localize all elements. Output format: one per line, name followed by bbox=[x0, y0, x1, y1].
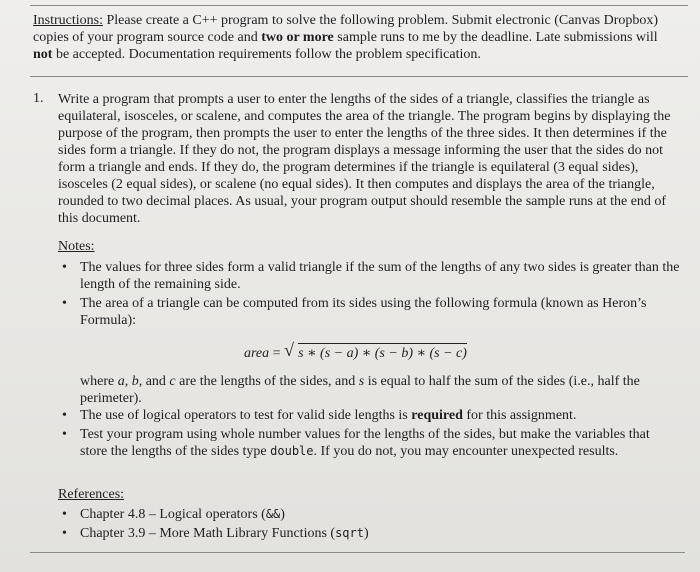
middle-divider bbox=[30, 76, 688, 77]
instructions-bold-2: not bbox=[33, 47, 53, 62]
note-item-3: The use of logical operators to test for valid side lengths is required for this assignment. bbox=[80, 408, 577, 423]
formula-explanation: where a, b, and c are the lengths of the sides, and s is equal to half the sum of the sides (i.e., half the perimeter). bbox=[80, 374, 640, 406]
reference-item-1: Chapter 4.8 – Logical operators (&&) bbox=[80, 507, 285, 522]
formula-radicand: s ∗ (s − a) ∗ (s − b) ∗ (s − c) bbox=[298, 343, 467, 362]
reference-item-2: Chapter 3.9 – More Math Library Functions (sqrt) bbox=[80, 526, 369, 541]
instructions-paragraph bbox=[33, 12, 673, 63]
herons-formula bbox=[244, 340, 467, 362]
instructions-label: Instructions: bbox=[33, 13, 103, 28]
note-item-4: Test your program using whole number values for the lengths of the sides, but make the variables that store the lengths of the sides type double. If you do not, you may encounter unexpected results. bbox=[80, 427, 650, 459]
problem-text: Write a program that prompts a user to enter the lengths of the sides of a triangle, classifies the triangle as equilateral, isosceles, or scalene, and computes the area of the triangle. The program begins by displaying the purpose of the program, then prompts the user to enter the lengths of the three sides. It then determines if the sides form a triangle. If they do not, the program displays a message informing the user that the sides do not form a triangle and ends. If they do, the program determines if the triangle is equilateral (3 equal sides), isosceles (2 equal sides), or scalene (no equal sides). It then computes and displays the area of the triangle, rounded to two decimal places. As usual, your program output should resemble the sample runs at the end of this document. bbox=[58, 92, 671, 226]
bullet-icon: • bbox=[62, 260, 67, 275]
bullet-icon: • bbox=[62, 526, 67, 541]
notes-heading: Notes: bbox=[58, 239, 95, 254]
problem-number: 1. bbox=[33, 91, 44, 106]
bullet-icon: • bbox=[62, 507, 67, 522]
square-root bbox=[284, 340, 467, 362]
formula-lhs: area bbox=[244, 346, 270, 361]
instructions-bold-1: two or more bbox=[261, 30, 334, 45]
radical-icon: √ bbox=[284, 340, 294, 360]
instructions-text-3: be accepted. Documentation requirements follow the problem specification. bbox=[52, 47, 481, 62]
formula-equals: = bbox=[269, 346, 285, 361]
note-item-2: The area of a triangle can be computed from its sides using the following formula (known as Heron’s Formula): bbox=[80, 296, 647, 328]
bottom-divider bbox=[30, 552, 685, 553]
note-item-1: The values for three sides form a valid triangle if the sum of the lengths of any two sides is greater than the length of the remaining side. bbox=[80, 260, 680, 292]
references-heading: References: bbox=[58, 487, 125, 502]
top-divider bbox=[30, 5, 688, 6]
bullet-icon: • bbox=[62, 296, 67, 311]
instructions-text-2: sample runs to me by the deadline. Late submissions will bbox=[333, 30, 658, 45]
instructions-text-1: Please create a C++ program to solve the following problem. Submit electronic (Canvas Dropbox) copies of your program source code and bbox=[33, 13, 659, 45]
bullet-icon: • bbox=[62, 408, 67, 423]
bullet-icon: • bbox=[62, 427, 67, 442]
